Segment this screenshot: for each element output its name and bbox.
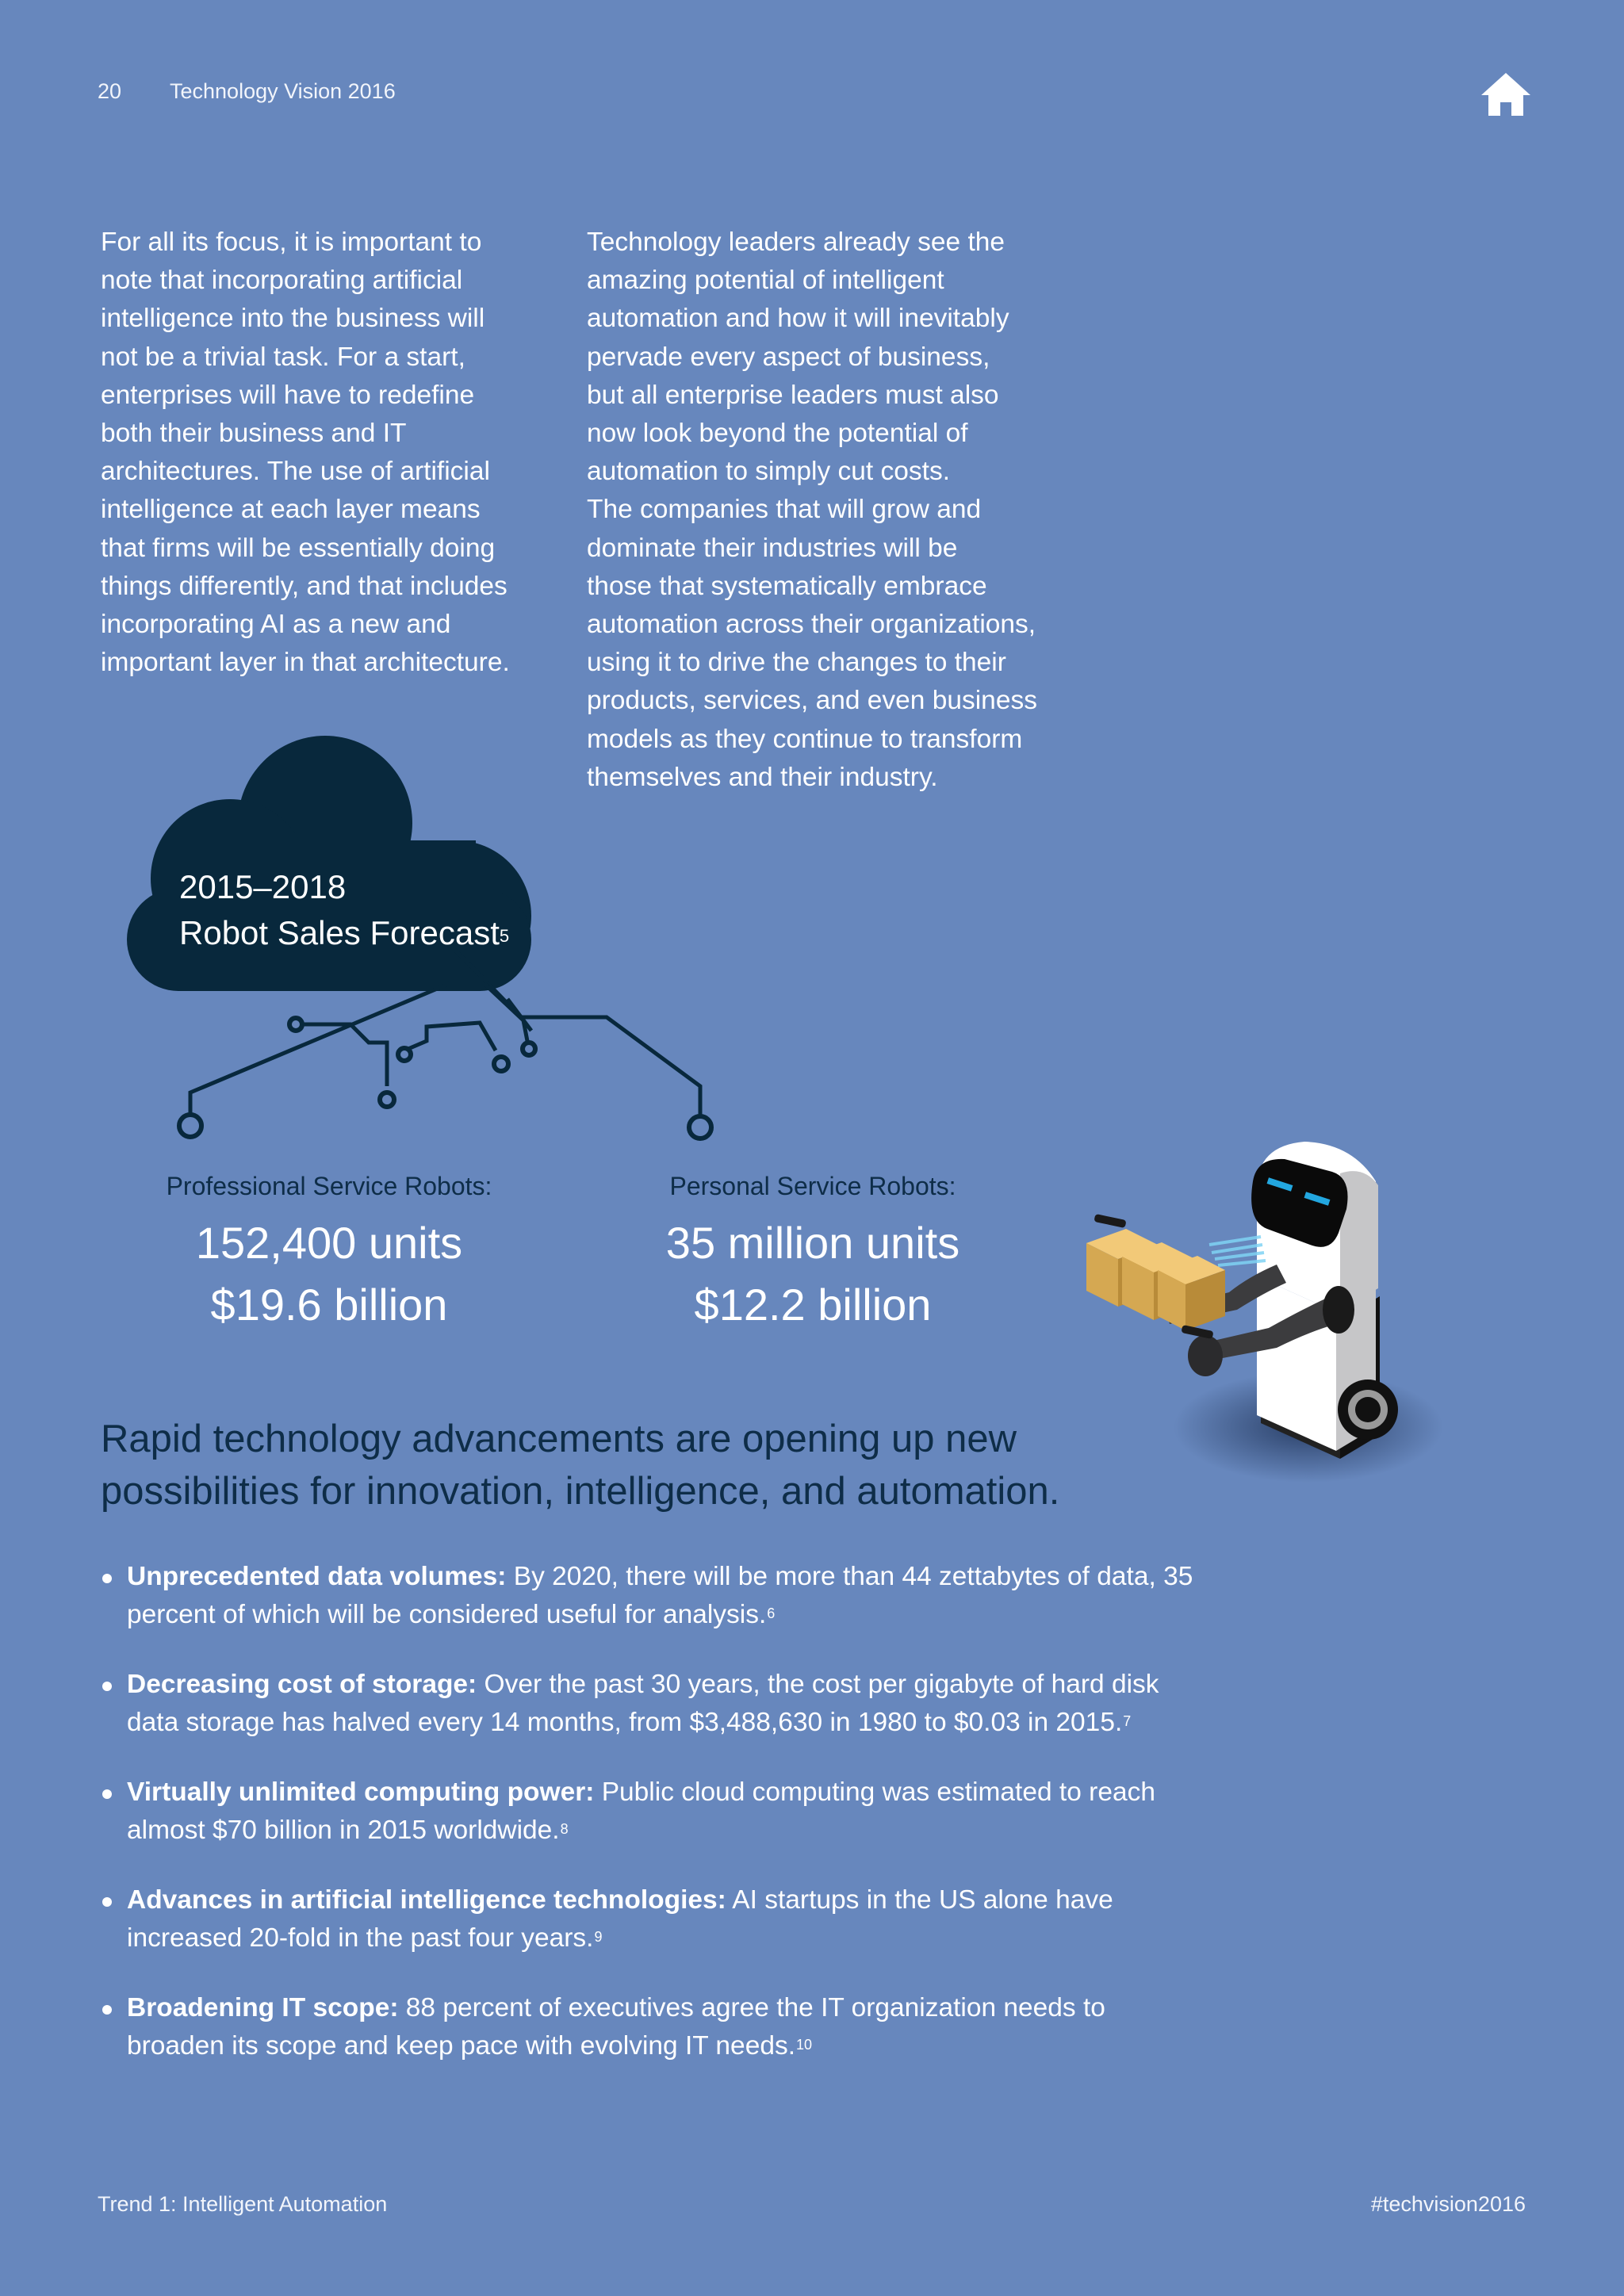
footer-hashtag: #techvision2016 <box>1370 2192 1526 2216</box>
bullet-lead: Broadening IT scope: <box>127 1993 399 2022</box>
home-button[interactable] <box>1478 70 1534 119</box>
intro-left-paragraph: For all its focus, it is important to note that incorporating artificial intelligence into the business will not be a trivial task. For a start, enterprises will have to redefine both their business and IT architectures. The use of artificial intelligence at each layer means that firms will be essentially doing things differently, and that includes incorporating AI as a new and important layer in that architecture. <box>101 228 510 678</box>
professional-robots-title: Professional Service Robots: <box>166 1172 492 1200</box>
bullet-text: By 2020, there will be more than 44 zettabytes of data, 35 percent of which will be considered useful for analysis. <box>127 1562 1193 1629</box>
professional-robots-stat <box>131 1172 527 1336</box>
home-icon <box>1478 70 1534 119</box>
bullet-dot-icon <box>102 1574 112 1583</box>
personal-robots-stat <box>615 1172 1011 1336</box>
forecast-footnote: 5 <box>499 926 510 946</box>
bullet-lead: Advances in artificial intelligence technologies: <box>127 1885 726 1915</box>
bullet-footnote: 7 <box>1123 1713 1132 1729</box>
advancements-list <box>101 1558 1195 2097</box>
professional-robots-units: 152,400 units <box>195 1218 463 1268</box>
intro-right-paragraph: Technology leaders already see the amazing potential of intelligent automation and how it will inevitably pervade every aspect of business, but all enterprise leaders must also now look beyond the potential of automation to simply cut costs. The companies that will grow and dominate their industries will be those that systematically embrace automation across their organizations, using it to drive the changes to their products, services, and even business models as they continue to transform themselves and their industry. <box>587 228 1037 792</box>
personal-robots-units: 35 million units <box>665 1218 960 1268</box>
bullet-dot-icon <box>102 2005 112 2015</box>
forecast-title-text: Robot Sales Forecast <box>179 914 500 951</box>
page-number: 20 <box>98 79 122 103</box>
bullet-text: AI startups in the US alone have increased 20-fold in the past four years. <box>127 1885 1113 1953</box>
bullet-dot-icon <box>102 1789 112 1799</box>
bullet-footnote: 6 <box>767 1605 776 1621</box>
bullet-dot-icon <box>102 1682 112 1691</box>
package-boxes <box>1086 1229 1225 1330</box>
bullet-lead: Decreasing cost of storage: <box>127 1670 477 1699</box>
list-item <box>101 1881 1195 1957</box>
bullet-text: 88 percent of executives agree the IT organization needs to broaden its scope and keep pace with evolving IT needs. <box>127 1993 1105 2061</box>
list-item <box>101 1989 1195 2065</box>
list-item <box>101 1666 1195 1742</box>
professional-robots-value: $19.6 billion <box>210 1280 448 1330</box>
intro-right-column <box>587 224 1078 797</box>
bullet-text: Over the past 30 years, the cost per gigabyte of hard disk data storage has halved every 14 months, from $3,488,630 in 1980 to $0.03 in 2015. <box>127 1670 1159 1737</box>
personal-robots-title: Personal Service Robots: <box>669 1172 956 1200</box>
list-item <box>101 1774 1195 1850</box>
section-heading: Rapid technology advancements are opening up new possibilities for innovation, intelligence, and automation. <box>101 1418 1060 1513</box>
bullet-footnote: 9 <box>594 1929 603 1945</box>
bullet-lead: Unprecedented data volumes: <box>127 1562 507 1591</box>
intro-left-column <box>101 224 576 682</box>
list-item <box>101 1558 1195 1634</box>
bullet-footnote: 10 <box>796 2037 813 2053</box>
footer-trend-label: Trend 1: Intelligent Automation <box>98 2192 388 2216</box>
bullet-lead: Virtually unlimited computing power: <box>127 1777 595 1807</box>
header-title: Technology Vision 2016 <box>170 79 396 103</box>
robot-illustration <box>1078 1126 1475 1522</box>
bullet-text: Public cloud computing was estimated to reach almost $70 billion in 2015 worldwide. <box>127 1777 1155 1845</box>
bullet-footnote: 8 <box>560 1821 569 1837</box>
forecast-label <box>179 864 509 956</box>
forecast-title <box>179 910 509 956</box>
personal-robots-value: $12.2 billion <box>694 1280 932 1330</box>
bullet-dot-icon <box>102 1897 112 1907</box>
forecast-years: 2015–2018 <box>179 868 347 905</box>
